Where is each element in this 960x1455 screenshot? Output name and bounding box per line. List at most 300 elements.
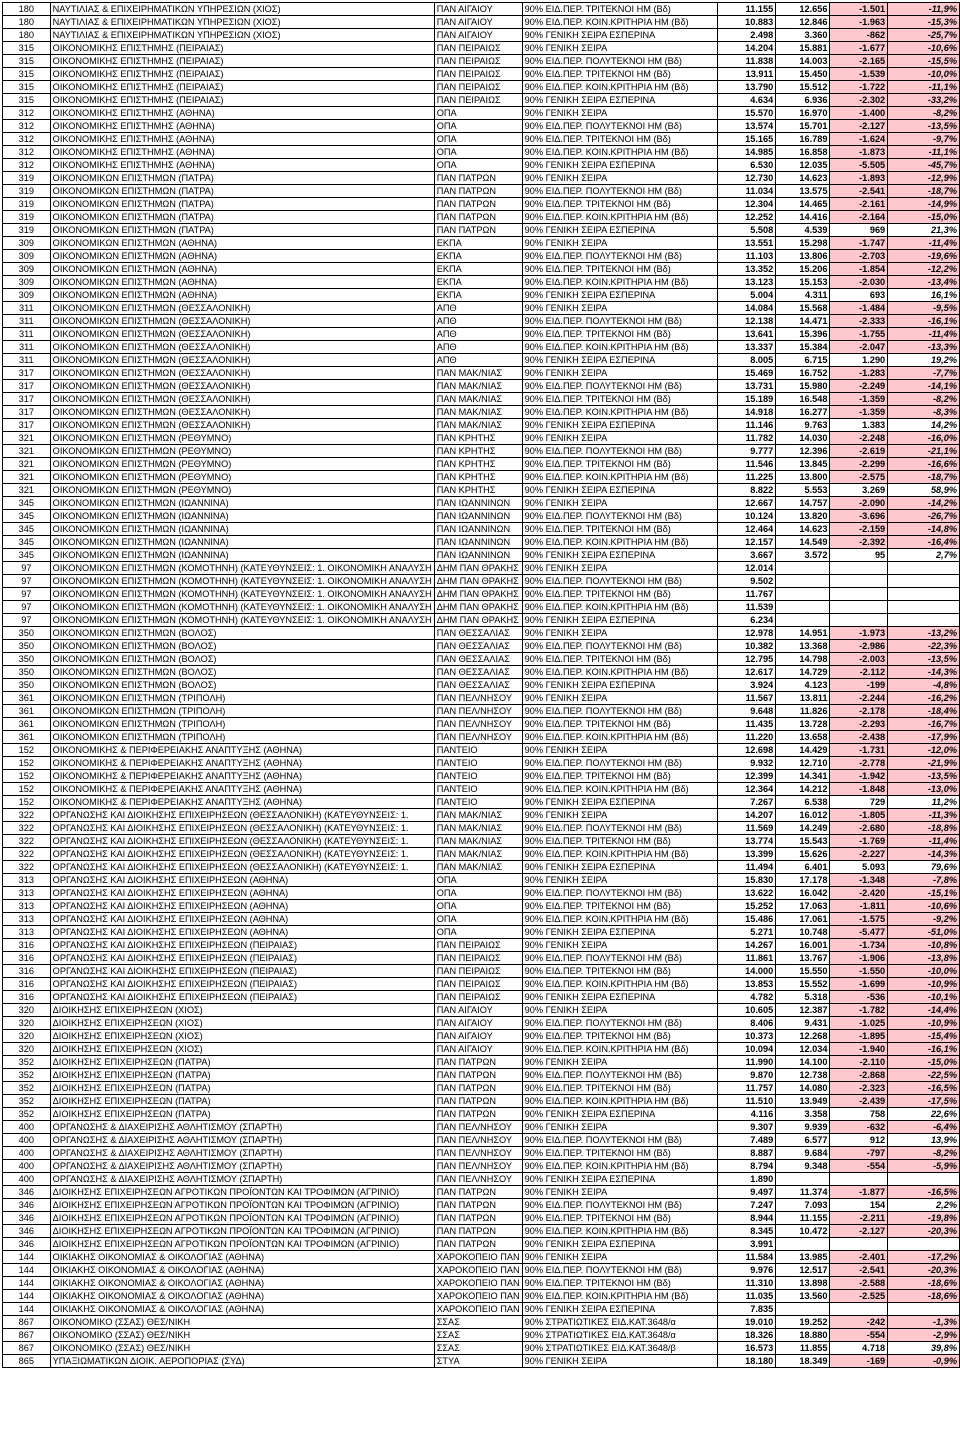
score-current-cell: 11.782 [718,432,776,445]
table-row [3,1212,960,1225]
percent-change-cell: 22,6% [888,1108,960,1121]
percent-change-cell: -9,5% [888,302,960,315]
category-cell: 90% ΕΙΔ.ΠΕΡ. ΚΟΙΝ.ΚΡΙΤΗΡΙΑ ΗΜ (Βδ) [522,1160,718,1173]
code-cell: 400 [3,1147,51,1160]
percent-change-cell: -15,0% [888,1056,960,1069]
percent-change-cell: -13,5% [888,770,960,783]
department-cell: ΟΙΚΟΝΟΜΙΚΗΣ ΕΠΙΣΤΗΜΗΣ (ΠΕΙΡΑΙΑΣ) [50,42,434,55]
table-row [3,1277,960,1290]
department-cell: ΟΙΚΟΝΟΜΙΚΩΝ ΕΠΙΣΤΗΜΩΝ (ΒΟΛΟΣ) [50,640,434,653]
code-cell: 315 [3,42,51,55]
difference-cell: -554 [830,1160,888,1173]
score-current-cell: 9.870 [718,1069,776,1082]
score-current-cell: 14.267 [718,939,776,952]
table-row [3,614,960,627]
score-previous-cell [776,1238,830,1251]
difference-cell [830,614,888,627]
score-current-cell: 11.757 [718,1082,776,1095]
department-cell: ΟΙΚΟΝΟΜΙΚΗΣ & ΠΕΡΙΦΕΡΕΙΑΚΗΣ ΑΝΑΠΤΥΞΗΣ (ΑΘΗΝΑ) [50,757,434,770]
department-cell: ΟΙΚΟΝΟΜΙΚΩΝ ΕΠΙΣΤΗΜΩΝ (ΚΟΜΟΤΗΝΗ) (ΚΑΤΕΥΘΥΝΣΕΙΣ: 1. ΟΙΚΟΝΟΜΙΚΗ ΑΝΑΛΥΣΗ [50,575,434,588]
code-cell: 321 [3,445,51,458]
score-current-cell: 7.489 [718,1134,776,1147]
percent-change-cell: -8,2% [888,393,960,406]
score-current-cell: 12.138 [718,315,776,328]
code-cell: 350 [3,640,51,653]
score-previous-cell: 6.577 [776,1134,830,1147]
institution-cell: ΠΑΝ ΜΑΚ/ΝΙΑΣ [434,367,522,380]
percent-change-cell: -8,3% [888,406,960,419]
score-current-cell: 11.567 [718,692,776,705]
table-row [3,588,960,601]
percent-change-cell: -12,9% [888,172,960,185]
institution-cell: ΠΑΝ ΜΑΚ/ΝΙΑΣ [434,822,522,835]
code-cell: 345 [3,549,51,562]
score-previous-cell: 13.811 [776,692,830,705]
score-previous-cell: 13.368 [776,640,830,653]
score-current-cell: 11.510 [718,1095,776,1108]
table-row [3,1264,960,1277]
percent-change-cell: 2,7% [888,549,960,562]
table-row [3,900,960,913]
table-row [3,705,960,718]
percent-change-cell: 21,3% [888,224,960,237]
department-cell: ΔΙΟΙΚΗΣΗΣ ΕΠΙΧΕΙΡΗΣΕΩΝ ΑΓΡΟΤΙΚΩΝ ΠΡΟΪΟΝΤΩΝ ΚΑΙ ΤΡΟΦΙΜΩΝ (ΑΓΡΙΝΙΟ) [50,1212,434,1225]
category-cell: 90% ΕΙΔ.ΠΕΡ. ΚΟΙΝ.ΚΡΙΤΗΡΙΑ ΗΜ (Βδ) [522,471,718,484]
percent-change-cell: -12,2% [888,263,960,276]
institution-cell: ΟΠΑ [434,913,522,926]
department-cell: ΟΙΚΟΝΟΜΙΚΗΣ ΕΠΙΣΤΗΜΗΣ (ΑΘΗΝΑ) [50,133,434,146]
category-cell: 90% ΕΙΔ.ΠΕΡ. ΤΡΙΤΕΚΝΟΙ ΗΜ (Βδ) [522,653,718,666]
score-current-cell: 8.822 [718,484,776,497]
department-cell: ΟΙΚΟΝΟΜΙΚΩΝ ΕΠΙΣΤΗΜΩΝ (ΡΕΘΥΜΝΟ) [50,484,434,497]
table-row [3,1355,960,1368]
department-cell: ΟΙΚΟΝΟΜΙΚΗΣ ΕΠΙΣΤΗΜΗΣ (ΑΘΗΝΑ) [50,146,434,159]
score-previous-cell: 15.552 [776,978,830,991]
score-previous-cell: 6.936 [776,94,830,107]
score-previous-cell: 13.806 [776,250,830,263]
code-cell: 322 [3,809,51,822]
category-cell: 90% ΕΙΔ.ΠΕΡ. ΤΡΙΤΕΚΝΟΙ ΗΜ (Βδ) [522,1277,718,1290]
percent-change-cell: -10,0% [888,965,960,978]
institution-cell: ΠΑΝ ΘΕΣΣΑΛΙΑΣ [434,679,522,692]
category-cell: 90% ΓΕΝΙΚΗ ΣΕΙΡΑ [522,302,718,315]
score-previous-cell: 15.568 [776,302,830,315]
category-cell: 90% ΕΙΔ.ΠΕΡ. ΤΡΙΤΕΚΝΟΙ ΗΜ (Βδ) [522,718,718,731]
percent-change-cell: -17,2% [888,1251,960,1264]
difference-cell: -1.854 [830,263,888,276]
category-cell: 90% ΓΕΝΙΚΗ ΣΕΙΡΑ ΕΣΠΕΡΙΝΑ [522,419,718,432]
institution-cell: ΟΠΑ [434,887,522,900]
score-current-cell: 13.399 [718,848,776,861]
category-cell: 90% ΓΕΝΙΚΗ ΣΕΙΡΑ ΕΣΠΕΡΙΝΑ [522,1303,718,1316]
table-row [3,42,960,55]
score-current-cell: 2.498 [718,29,776,42]
department-cell: ΟΙΚΟΝΟΜΙΚΟ (ΣΣΑΣ) ΘΕΣ/ΝΙΚΗ [50,1342,434,1355]
department-cell: ΟΡΓΑΝΩΣΗΣ ΚΑΙ ΔΙΟΙΚΗΣΗΣ ΕΠΙΧΕΙΡΗΣΕΩΝ (ΠΕΙΡΑΙΑΣ) [50,965,434,978]
score-current-cell: 12.698 [718,744,776,757]
difference-cell: -5.477 [830,926,888,939]
department-cell: ΔΙΟΙΚΗΣΗΣ ΕΠΙΧΕΙΡΗΣΕΩΝ (ΧΙΟΣ) [50,1004,434,1017]
category-cell: 90% ΕΙΔ.ΠΕΡ. ΠΟΛΥΤΕΚΝΟΙ ΗΜ (Βδ) [522,887,718,900]
table-row [3,432,960,445]
percent-change-cell [888,1173,960,1186]
score-current-cell: 15.165 [718,133,776,146]
score-previous-cell: 16.752 [776,367,830,380]
table-row [3,458,960,471]
table-row [3,289,960,302]
institution-cell: ΠΑΝ ΑΙΓΑΙΟΥ [434,1004,522,1017]
score-previous-cell: 11.374 [776,1186,830,1199]
percent-change-cell: -16,6% [888,458,960,471]
category-cell: 90% ΕΙΔ.ΠΕΡ. ΚΟΙΝ.ΚΡΙΤΗΡΙΑ ΗΜ (Βδ) [522,211,718,224]
difference-cell: -2.211 [830,1212,888,1225]
category-cell: 90% ΕΙΔ.ΠΕΡ. ΤΡΙΤΕΚΝΟΙ ΗΜ (Βδ) [522,458,718,471]
difference-cell: -1.722 [830,81,888,94]
code-cell: 311 [3,302,51,315]
department-cell: ΟΙΚΟΝΟΜΙΚΩΝ ΕΠΙΣΤΗΜΩΝ (ΚΟΜΟΤΗΝΗ) (ΚΑΤΕΥΘΥΝΣΕΙΣ: 1. ΟΙΚΟΝΟΜΙΚΗ ΑΝΑΛΥΣΗ [50,601,434,614]
percent-change-cell: -21,9% [888,757,960,770]
table-row [3,1199,960,1212]
table-row [3,1290,960,1303]
category-cell: 90% ΕΙΔ.ΠΕΡ. ΤΡΙΤΕΚΝΟΙ ΗΜ (Βδ) [522,263,718,276]
institution-cell: ΧΑΡΟΚΟΠΕΙΟ ΠΑΝ [434,1251,522,1264]
institution-cell: ΟΠΑ [434,900,522,913]
department-cell: ΟΙΚΟΝΟΜΙΚΗΣ ΕΠΙΣΤΗΜΗΣ (ΑΘΗΝΑ) [50,159,434,172]
table-row [3,575,960,588]
institution-cell: ΠΑΝ ΠΑΤΡΩΝ [434,198,522,211]
department-cell: ΟΙΚΟΝΟΜΙΚΩΝ ΕΠΙΣΤΗΜΩΝ (ΠΑΤΡΑ) [50,172,434,185]
difference-cell: -2.244 [830,692,888,705]
difference-cell: -1.699 [830,978,888,991]
score-current-cell: 6.234 [718,614,776,627]
category-cell: 90% ΓΕΝΙΚΗ ΣΕΙΡΑ [522,1121,718,1134]
score-previous-cell: 12.387 [776,1004,830,1017]
table-row [3,978,960,991]
score-previous-cell: 9.348 [776,1160,830,1173]
institution-cell: ΠΑΝ ΠΕΙΡΑΙΩΣ [434,965,522,978]
institution-cell: ΔΗΜ ΠΑΝ ΘΡΑΚΗΣ [434,601,522,614]
department-cell: ΟΙΚΟΝΟΜΙΚΩΝ ΕΠΙΣΤΗΜΩΝ (ΑΘΗΝΑ) [50,263,434,276]
percent-change-cell: -11,1% [888,81,960,94]
code-cell: 317 [3,393,51,406]
institution-cell: ΠΑΝ ΑΙΓΑΙΟΥ [434,3,522,16]
code-cell: 311 [3,354,51,367]
code-cell: 400 [3,1121,51,1134]
code-cell: 319 [3,172,51,185]
score-previous-cell: 15.701 [776,120,830,133]
code-cell: 97 [3,588,51,601]
percent-change-cell: -13,8% [888,952,960,965]
difference-cell: -2.438 [830,731,888,744]
institution-cell: ΠΑΝ ΠΑΤΡΩΝ [434,1186,522,1199]
difference-cell: -2.249 [830,380,888,393]
institution-cell: ΔΗΜ ΠΑΝ ΘΡΑΚΗΣ [434,614,522,627]
department-cell: ΟΙΚΟΝΟΜΙΚΟ (ΣΣΑΣ) ΘΕΣ/ΝΙΚΗ [50,1329,434,1342]
table-row [3,185,960,198]
institution-cell: ΠΑΝ ΚΡΗΤΗΣ [434,471,522,484]
score-current-cell: 9.976 [718,1264,776,1277]
difference-cell: -2.575 [830,471,888,484]
table-row [3,1017,960,1030]
score-previous-cell: 13.985 [776,1251,830,1264]
score-current-cell: 13.731 [718,380,776,393]
table-row [3,406,960,419]
score-previous-cell: 16.277 [776,406,830,419]
score-current-cell: 7.835 [718,1303,776,1316]
category-cell: 90% ΓΕΝΙΚΗ ΣΕΙΡΑ [522,42,718,55]
percent-change-cell: -33,2% [888,94,960,107]
institution-cell: ΟΠΑ [434,159,522,172]
percent-change-cell: -6,4% [888,1121,960,1134]
institution-cell: ΠΑΝ ΠΕΙΡΑΙΩΣ [434,952,522,965]
score-current-cell: 10.605 [718,1004,776,1017]
code-cell: 152 [3,744,51,757]
difference-cell: -554 [830,1329,888,1342]
score-previous-cell: 7.093 [776,1199,830,1212]
difference-cell: -1.782 [830,1004,888,1017]
department-cell: ΟΙΚΟΝΟΜΙΚΩΝ ΕΠΙΣΤΗΜΩΝ (ΘΕΣΣΑΛΟΝΙΚΗ) [50,367,434,380]
percent-change-cell: -15,4% [888,1030,960,1043]
department-cell: ΔΙΟΙΚΗΣΗΣ ΕΠΙΧΕΙΡΗΣΕΩΝ (ΠΑΤΡΑ) [50,1056,434,1069]
table-row [3,848,960,861]
score-previous-cell: 14.416 [776,211,830,224]
score-current-cell: 19.010 [718,1316,776,1329]
percent-change-cell: -13,0% [888,783,960,796]
difference-cell [830,1173,888,1186]
table-row [3,1173,960,1186]
percent-change-cell: -15,0% [888,211,960,224]
category-cell: 90% ΕΙΔ.ΠΕΡ. ΚΟΙΝ.ΚΡΙΤΗΡΙΑ ΗΜ (Βδ) [522,341,718,354]
institution-cell: ΧΑΡΟΚΟΠΕΙΟ ΠΑΝ [434,1303,522,1316]
department-cell: ΟΙΚΟΝΟΜΙΚΗΣ & ΠΕΡΙΦΕΡΕΙΑΚΗΣ ΑΝΑΠΤΥΞΗΣ (ΑΘΗΝΑ) [50,770,434,783]
score-previous-cell [776,614,830,627]
percent-change-cell: -4,8% [888,679,960,692]
department-cell: ΝΑΥΤΙΛΙΑΣ & ΕΠΙΧΕΙΡΗΜΑΤΙΚΩΝ ΥΠΗΡΕΣΙΩΝ (ΧΙΟΣ) [50,3,434,16]
category-cell: 90% ΕΙΔ.ΠΕΡ. ΠΟΛΥΤΕΚΝΟΙ ΗΜ (Βδ) [522,640,718,653]
institution-cell: ΠΑΝ ΘΕΣΣΑΛΙΑΣ [434,627,522,640]
department-cell: ΔΙΟΙΚΗΣΗΣ ΕΠΙΧΕΙΡΗΣΕΩΝ ΑΓΡΟΤΙΚΩΝ ΠΡΟΪΟΝΤΩΝ ΚΑΙ ΤΡΟΦΙΜΩΝ (ΑΓΡΙΝΙΟ) [50,1199,434,1212]
score-previous-cell: 12.738 [776,1069,830,1082]
percent-change-cell: -14,2% [888,497,960,510]
category-cell: 90% ΓΕΝΙΚΗ ΣΕΙΡΑ ΕΣΠΕΡΙΝΑ [522,861,718,874]
department-cell: ΟΙΚΟΝΟΜΙΚΩΝ ΕΠΙΣΤΗΜΩΝ (ΙΩΑΝΝΙΝΑ) [50,549,434,562]
table-row [3,887,960,900]
table-row [3,445,960,458]
institution-cell: ΠΑΝ ΠΕΛ/ΝΗΣΟΥ [434,1121,522,1134]
category-cell: 90% ΕΙΔ.ΠΕΡ. ΠΟΛΥΤΕΚΝΟΙ ΗΜ (Βδ) [522,315,718,328]
category-cell: 90% ΕΙΔ.ΠΕΡ. ΠΟΛΥΤΕΚΝΟΙ ΗΜ (Βδ) [522,952,718,965]
table-row [3,1134,960,1147]
percent-change-cell: -19,6% [888,250,960,263]
department-cell: ΟΙΚΟΝΟΜΙΚΩΝ ΕΠΙΣΤΗΜΩΝ (ΑΘΗΝΑ) [50,289,434,302]
percent-change-cell: 13,9% [888,1134,960,1147]
table-row [3,783,960,796]
percent-change-cell: -10,6% [888,42,960,55]
institution-cell: ΠΑΝ ΚΡΗΤΗΣ [434,484,522,497]
table-row [3,263,960,276]
table-row [3,549,960,562]
difference-cell: -2.323 [830,1082,888,1095]
percent-change-cell [888,1238,960,1251]
score-current-cell: 7.247 [718,1199,776,1212]
department-cell: ΟΙΚΟΝΟΜΙΚΗΣ & ΠΕΡΙΦΕΡΕΙΑΚΗΣ ΑΝΑΠΤΥΞΗΣ (ΑΘΗΝΑ) [50,783,434,796]
institution-cell: ΠΑΝ ΠΕΛ/ΝΗΣΟΥ [434,718,522,731]
score-current-cell: 11.990 [718,1056,776,1069]
score-previous-cell: 15.396 [776,328,830,341]
institution-cell: ΠΑΝ ΠΑΤΡΩΝ [434,185,522,198]
department-cell: ΔΙΟΙΚΗΣΗΣ ΕΠΙΧΕΙΡΗΣΕΩΝ (ΧΙΟΣ) [50,1017,434,1030]
category-cell: 90% ΕΙΔ.ΠΕΡ. ΠΟΛΥΤΕΚΝΟΙ ΗΜ (Βδ) [522,445,718,458]
code-cell: 319 [3,211,51,224]
code-cell: 313 [3,913,51,926]
difference-cell: -1.963 [830,16,888,29]
percent-change-cell: 2,2% [888,1199,960,1212]
table-row [3,952,960,965]
code-cell: 309 [3,276,51,289]
institution-cell: ΠΑΝ ΚΡΗΤΗΣ [434,445,522,458]
score-previous-cell: 13.898 [776,1277,830,1290]
table-row [3,965,960,978]
department-cell: ΟΡΓΑΝΩΣΗΣ ΚΑΙ ΔΙΟΙΚΗΣΗΣ ΕΠΙΧΕΙΡΗΣΕΩΝ (ΠΕΙΡΑΙΑΣ) [50,939,434,952]
score-current-cell: 9.502 [718,575,776,588]
code-cell: 317 [3,406,51,419]
category-cell: 90% ΕΙΔ.ΠΕΡ. ΤΡΙΤΕΚΝΟΙ ΗΜ (Βδ) [522,523,718,536]
score-current-cell: 12.795 [718,653,776,666]
category-cell: 90% ΕΙΔ.ΠΕΡ. ΤΡΙΤΕΚΝΟΙ ΗΜ (Βδ) [522,1082,718,1095]
difference-cell: -2.090 [830,497,888,510]
percent-change-cell: -22,5% [888,1069,960,1082]
difference-cell: -1.769 [830,835,888,848]
table-row [3,796,960,809]
institution-cell: ΠΑΝ ΙΩΑΝΝΙΝΩΝ [434,549,522,562]
score-previous-cell: 12.034 [776,1043,830,1056]
table-row [3,471,960,484]
score-current-cell: 12.157 [718,536,776,549]
score-current-cell: 13.574 [718,120,776,133]
difference-cell: -1.677 [830,42,888,55]
department-cell: ΔΙΟΙΚΗΣΗΣ ΕΠΙΧΕΙΡΗΣΕΩΝ ΑΓΡΟΤΙΚΩΝ ΠΡΟΪΟΝΤΩΝ ΚΑΙ ΤΡΟΦΙΜΩΝ (ΑΓΡΙΝΙΟ) [50,1186,434,1199]
score-current-cell: 12.464 [718,523,776,536]
table-row [3,393,960,406]
table-row [3,874,960,887]
code-cell: 319 [3,185,51,198]
score-previous-cell: 3.572 [776,549,830,562]
score-previous-cell: 5.318 [776,991,830,1004]
code-cell: 144 [3,1264,51,1277]
score-previous-cell: 14.030 [776,432,830,445]
code-cell: 152 [3,796,51,809]
code-cell: 180 [3,3,51,16]
table-row [3,419,960,432]
code-cell: 144 [3,1251,51,1264]
score-current-cell: 9.307 [718,1121,776,1134]
table-row [3,666,960,679]
score-current-cell: 12.304 [718,198,776,211]
percent-change-cell: -9,2% [888,913,960,926]
table-row [3,302,960,315]
score-current-cell: 18.180 [718,1355,776,1368]
code-cell: 313 [3,887,51,900]
department-cell: ΟΙΚΟΝΟΜΙΚΗΣ ΕΠΙΣΤΗΜΗΣ (ΠΕΙΡΑΙΑΣ) [50,55,434,68]
institution-cell: ΠΑΝ ΜΑΚ/ΝΙΑΣ [434,809,522,822]
institution-cell: ΠΑΝ ΠΑΤΡΩΝ [434,172,522,185]
difference-cell: -797 [830,1147,888,1160]
percent-change-cell: -11,1% [888,146,960,159]
score-current-cell: 4.782 [718,991,776,1004]
category-cell: 90% ΕΙΔ.ΠΕΡ. ΠΟΛΥΤΕΚΝΟΙ ΗΜ (Βδ) [522,705,718,718]
institution-cell: ΠΑΝ ΙΩΑΝΝΙΝΩΝ [434,497,522,510]
category-cell: 90% ΓΕΝΙΚΗ ΣΕΙΡΑ [522,692,718,705]
code-cell: 867 [3,1329,51,1342]
table-row [3,939,960,952]
department-cell: ΟΡΓΑΝΩΣΗΣ ΚΑΙ ΔΙΟΙΚΗΣΗΣ ΕΠΙΧΕΙΡΗΣΕΩΝ (ΘΕΣΣΑΛΟΝΙΚΗ) (ΚΑΤΕΥΘΥΝΣΕΙΣ: 1. [50,809,434,822]
percent-change-cell: -19,8% [888,1212,960,1225]
score-previous-cell: 16.001 [776,939,830,952]
category-cell: 90% ΕΙΔ.ΠΕΡ. ΤΡΙΤΕΚΝΟΙ ΗΜ (Βδ) [522,328,718,341]
data-table [2,2,960,1368]
score-previous-cell: 16.858 [776,146,830,159]
percent-change-cell: 14,2% [888,419,960,432]
category-cell: 90% ΕΙΔ.ΠΕΡ. ΤΡΙΤΕΚΝΟΙ ΗΜ (Βδ) [522,1212,718,1225]
department-cell: ΔΙΟΙΚΗΣΗΣ ΕΠΙΧΕΙΡΗΣΕΩΝ ΑΓΡΟΤΙΚΩΝ ΠΡΟΪΟΝΤΩΝ ΚΑΙ ΤΡΟΦΙΜΩΝ (ΑΓΡΙΝΙΟ) [50,1225,434,1238]
difference-cell: 1.383 [830,419,888,432]
table-row [3,1186,960,1199]
difference-cell: -1.025 [830,1017,888,1030]
difference-cell: -2.165 [830,55,888,68]
code-cell: 97 [3,562,51,575]
score-current-cell: 3.991 [718,1238,776,1251]
score-previous-cell: 14.100 [776,1056,830,1069]
score-previous-cell: 13.658 [776,731,830,744]
table-row [3,237,960,250]
score-previous-cell: 16.042 [776,887,830,900]
difference-cell: -2.439 [830,1095,888,1108]
department-cell: ΟΙΚΟΝΟΜΙΚΗΣ ΕΠΙΣΤΗΜΗΣ (ΠΕΙΡΑΙΑΣ) [50,94,434,107]
category-cell: 90% ΕΙΔ.ΠΕΡ. ΠΟΛΥΤΕΚΝΟΙ ΗΜ (Βδ) [522,380,718,393]
percent-change-cell: 39,8% [888,1342,960,1355]
difference-cell: -2.164 [830,211,888,224]
score-current-cell: 10.124 [718,510,776,523]
percent-change-cell: -13,4% [888,276,960,289]
category-cell: 90% ΓΕΝΙΚΗ ΣΕΙΡΑ [522,237,718,250]
code-cell: 321 [3,458,51,471]
code-cell: 315 [3,81,51,94]
category-cell: 90% ΕΙΔ.ΠΕΡ. ΚΟΙΝ.ΚΡΙΤΗΡΙΑ ΗΜ (Βδ) [522,536,718,549]
code-cell: 352 [3,1095,51,1108]
table-row [3,1121,960,1134]
difference-cell: -2.588 [830,1277,888,1290]
score-previous-cell: 14.429 [776,744,830,757]
score-previous-cell: 12.268 [776,1030,830,1043]
institution-cell: ΠΑΝΤΕΙΟ [434,770,522,783]
department-cell: ΟΙΚΟΝΟΜΙΚΩΝ ΕΠΙΣΤΗΜΩΝ (ΒΟΛΟΣ) [50,653,434,666]
institution-cell: ΔΗΜ ΠΑΝ ΘΡΑΚΗΣ [434,575,522,588]
institution-cell: ΠΑΝ ΠΑΤΡΩΝ [434,211,522,224]
category-cell: 90% ΓΕΝΙΚΗ ΣΕΙΡΑ ΕΣΠΕΡΙΝΑ [522,354,718,367]
category-cell: 90% ΕΙΔ.ΠΕΡ. ΠΟΛΥΤΕΚΝΟΙ ΗΜ (Βδ) [522,510,718,523]
score-current-cell: 15.570 [718,107,776,120]
score-previous-cell: 15.881 [776,42,830,55]
category-cell: 90% ΕΙΔ.ΠΕΡ. ΚΟΙΝ.ΚΡΙΤΗΡΙΑ ΗΜ (Βδ) [522,406,718,419]
score-previous-cell: 6.401 [776,861,830,874]
department-cell: ΟΙΚΟΝΟΜΙΚΩΝ ΕΠΙΣΤΗΜΩΝ (ΘΕΣΣΑΛΟΝΙΚΗ) [50,393,434,406]
table-row [3,328,960,341]
code-cell: 346 [3,1199,51,1212]
score-previous-cell: 16.012 [776,809,830,822]
department-cell: ΝΑΥΤΙΛΙΑΣ & ΕΠΙΧΕΙΡΗΜΑΤΙΚΩΝ ΥΠΗΡΕΣΙΩΝ (ΧΙΟΣ) [50,29,434,42]
table-row [3,692,960,705]
code-cell: 321 [3,484,51,497]
